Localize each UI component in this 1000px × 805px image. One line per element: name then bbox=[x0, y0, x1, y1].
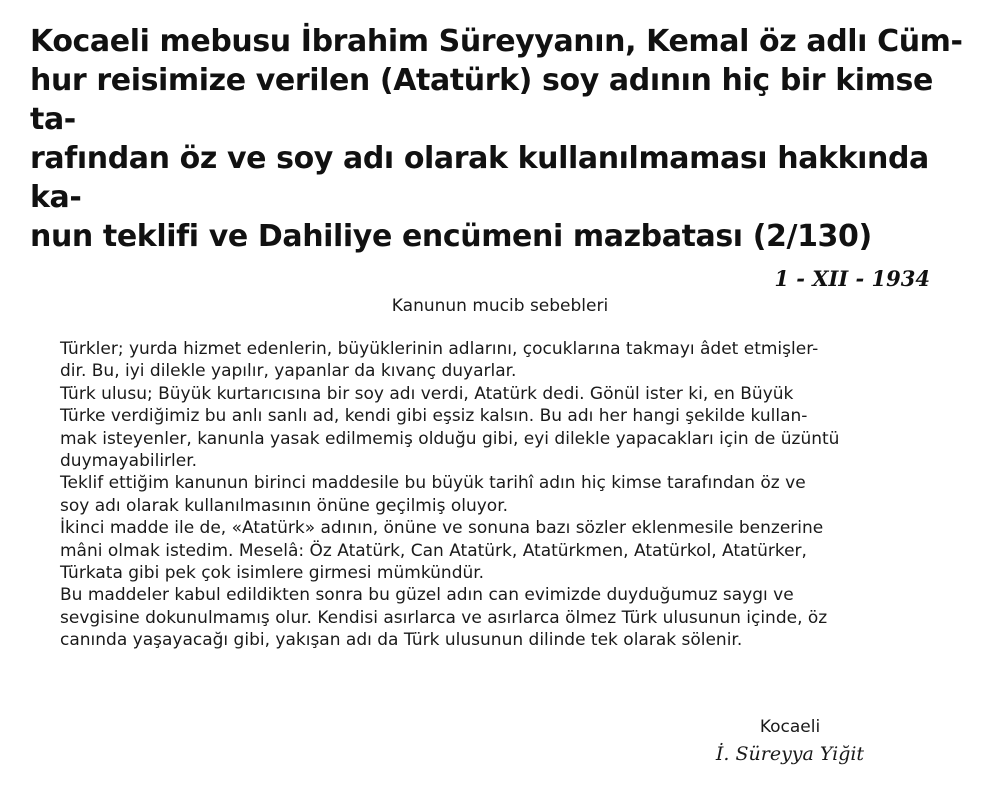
paragraph-1: Türkler; yurda hizmet edenlerin, büyüklerinin adlarını, çocuklarına takmayı âdet etmişler- dir. Bu, iyi dilekle yapılır, yapanlar da kıvanç duyarlar. bbox=[60, 339, 819, 382]
paragraph-2: Türk ulusu; Büyük kurtarıcısına bir soy adı verdi, Atatürk dedi. Gönül ister ki, en Büyük Türke verdiğimiz bu anlı sanlı ad, kendi gibi eşsiz kalsın. Bu adı her hangi şekilde kullan- mak isteyenler, kanunla yasak edilmemiş olduğu gibi, eyi dilekle yapacakları için de üzüntü duymayabilirler. bbox=[60, 383, 840, 472]
paragraph-5: Bu maddeler kabul edildikten sonra bu güzel adın can evimizde duyduğumuz saygı ve sevgisine dokunulmamış olur. Kendisi asırlarca ve asırlarca ölmez Türk ulusunun içinde, öz canında yaşayacağı gibi, yakışan adı da Türk ulusunun dilinde tek olarak sölenir. bbox=[60, 585, 828, 651]
document-body bbox=[60, 338, 965, 652]
section-heading: Kanunun mucib sebebleri bbox=[391, 296, 609, 316]
signature-place: Kocaeli bbox=[759, 717, 821, 737]
document-title: Kocaeli mebusu İbrahim Süreyyanın, Kemal öz adlı Cüm- hur reisimize verilen (Atatürk) soy adının hiç bir kimse ta- rafından öz ve soy adı olarak kullanılmaması hakkında ka- nun teklifi ve Dahiliye encümeni mazbatası (2/130) bbox=[30, 24, 963, 254]
signature-name: İ. Süreyya Yiğit bbox=[715, 743, 865, 765]
document-date: 1 - XII - 1934 bbox=[774, 266, 930, 291]
paragraph-3: Teklif ettiğim kanunun birinci maddesile bu büyük tarihî adın hiç kimse tarafından öz ve soy adı olarak kullanılmasının önüne geçilmiş oluyor. bbox=[60, 473, 806, 516]
signature-block bbox=[640, 715, 940, 769]
paragraph-4: İkinci madde ile de, «Atatürk» adının, önüne ve sonuna bazı sözler eklenmesile benzerine mâni olmak istedim. Meselâ: Öz Atatürk, Can Atatürk, Atatürkmen, Atatürkol, Atatürker, Türkata gibi pek çok isimlere girmesi mümkündür. bbox=[60, 518, 824, 584]
